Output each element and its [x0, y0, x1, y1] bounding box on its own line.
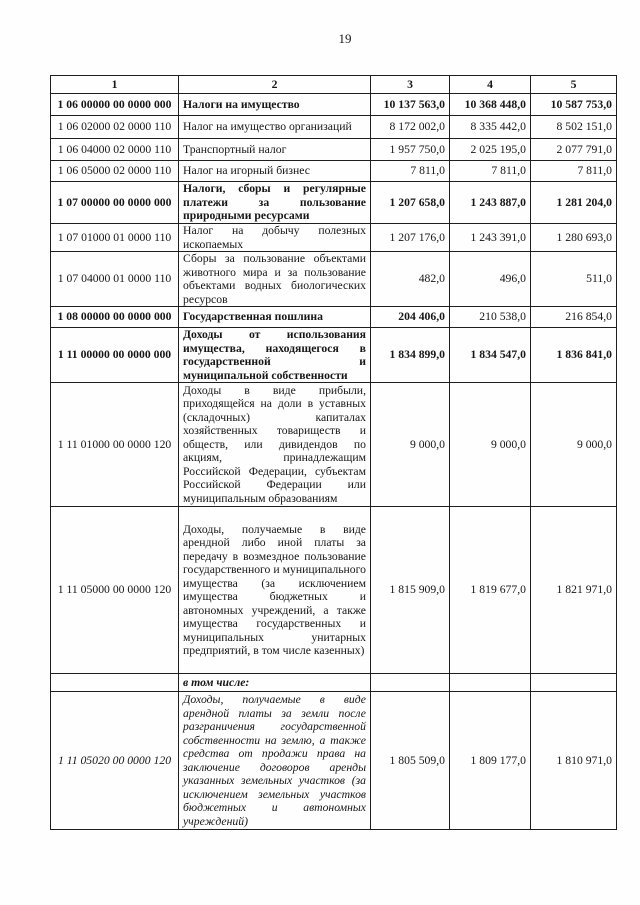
value-cell-col3: 10 137 563,0: [371, 94, 450, 116]
value-cell-col4: 1 819 677,0: [450, 507, 531, 674]
code-cell: 1 11 01000 00 0000 120: [51, 383, 179, 507]
revenue-table: [50, 75, 617, 830]
code-cell: 1 07 04000 01 0000 110: [51, 252, 179, 307]
code-cell: 1 06 04000 02 0000 110: [51, 139, 179, 161]
table-row: [51, 224, 617, 252]
value-cell-col5: 8 502 151,0: [531, 116, 617, 139]
value-cell-col4: 210 538,0: [450, 307, 531, 328]
code-cell: 1 08 00000 00 0000 000: [51, 307, 179, 328]
value-cell-col3: 1 957 750,0: [371, 139, 450, 161]
value-cell-col5: 1 281 204,0: [531, 182, 617, 224]
value-cell-col5: 9 000,0: [531, 383, 617, 507]
table-row: [51, 139, 617, 161]
name-cell: Налоги, сборы и регулярные платежи за пользование природными ресурсами: [179, 182, 371, 224]
name-cell: Доходы в виде прибыли, приходящейся на доли в уставных (складочных) капиталах хозяйственных товариществ и обществ, или дивидендов по акциям, принадлежащим Российской Федерации, субъектам Российской Федерации или муниципальным образованиям: [179, 383, 371, 507]
code-cell: 1 11 00000 00 0000 000: [51, 328, 179, 383]
value-cell-col5: 1 280 693,0: [531, 224, 617, 252]
value-cell-col5: 216 854,0: [531, 307, 617, 328]
value-cell-col4: 8 335 442,0: [450, 116, 531, 139]
table-row: [51, 507, 617, 674]
code-cell: 1 06 00000 00 0000 000: [51, 94, 179, 116]
name-cell: Доходы, получаемые в виде арендной либо иной платы за передачу в возмездное пользование государственного и муниципального имущества (за исключением имущества бюджетных и автономных учреждений, а также имущества государственных и муниципальных унитарных предприятий, в том числе казенных): [179, 507, 371, 674]
value-cell-col3: 8 172 002,0: [371, 116, 450, 139]
value-cell-col3: 1 207 658,0: [371, 182, 450, 224]
table-row: [51, 161, 617, 182]
name-cell: Налог на добычу полезных ископаемых: [179, 224, 371, 252]
value-cell-col4: 1 834 547,0: [450, 328, 531, 383]
value-cell-empty: [450, 674, 531, 692]
table-row: [51, 116, 617, 139]
value-cell-col4: 2 025 195,0: [450, 139, 531, 161]
name-cell: Налог на игорный бизнес: [179, 161, 371, 182]
page-number: 19: [338, 31, 352, 46]
name-cell: Доходы, получаемые в виде арендной платы за земли после разграничения государственной собственности на землю, а также средства от продажи права на заключение договоров аренды указанных земельных участков (за исключением земельных участков бюджетных и автономных учреждений): [179, 692, 371, 830]
value-cell-col3: 1 834 899,0: [371, 328, 450, 383]
code-cell: 1 07 00000 00 0000 000: [51, 182, 179, 224]
table-row: [51, 328, 617, 383]
value-cell-col5: 1 821 971,0: [531, 507, 617, 674]
code-cell-empty: [51, 674, 179, 692]
header-cell-1: 1: [51, 76, 179, 94]
header-cell-5: 5: [531, 76, 617, 94]
value-cell-col5: 2 077 791,0: [531, 139, 617, 161]
value-cell-col3: 1 207 176,0: [371, 224, 450, 252]
name-cell: Налоги на имущество: [179, 94, 371, 116]
value-cell-empty: [371, 674, 450, 692]
value-cell-col3: 1 815 909,0: [371, 507, 450, 674]
value-cell-col4: 10 368 448,0: [450, 94, 531, 116]
value-cell-col4: 1 809 177,0: [450, 692, 531, 830]
name-cell: Государственная пошлина: [179, 307, 371, 328]
name-cell: в том числе:: [179, 674, 371, 692]
code-cell: 1 07 01000 01 0000 110: [51, 224, 179, 252]
table-row: [51, 307, 617, 328]
table-row: [51, 252, 617, 307]
header-cell-3: 3: [371, 76, 450, 94]
value-cell-col4: 7 811,0: [450, 161, 531, 182]
header-cell-2: 2: [179, 76, 371, 94]
value-cell-col4: 9 000,0: [450, 383, 531, 507]
value-cell-col5: 1 836 841,0: [531, 328, 617, 383]
value-cell-col3: 1 805 509,0: [371, 692, 450, 830]
table-row-subheading: [51, 674, 617, 692]
code-cell: 1 06 02000 02 0000 110: [51, 116, 179, 139]
value-cell-col3: 7 811,0: [371, 161, 450, 182]
value-cell-col4: 1 243 887,0: [450, 182, 531, 224]
value-cell-col3: 482,0: [371, 252, 450, 307]
table-row: [51, 182, 617, 224]
value-cell-col5: 511,0: [531, 252, 617, 307]
code-cell: 1 11 05000 00 0000 120: [51, 507, 179, 674]
name-cell: Сборы за пользование объектами животного мира и за пользование объектами водных биологических ресурсов: [179, 252, 371, 307]
value-cell-col4: 1 243 391,0: [450, 224, 531, 252]
value-cell-col3: 204 406,0: [371, 307, 450, 328]
name-cell: Доходы от использования имущества, находящегося в государственной и муниципальной собственности: [179, 328, 371, 383]
code-cell: 1 11 05020 00 0000 120: [51, 692, 179, 830]
name-cell: Налог на имущество организаций: [179, 116, 371, 139]
code-cell: 1 06 05000 02 0000 110: [51, 161, 179, 182]
value-cell-col5: 10 587 753,0: [531, 94, 617, 116]
table-header-row: [51, 76, 617, 94]
name-cell: Транспортный налог: [179, 139, 371, 161]
table-row: [51, 383, 617, 507]
value-cell-empty: [531, 674, 617, 692]
table-row: [51, 692, 617, 830]
value-cell-col5: 1 810 971,0: [531, 692, 617, 830]
table-row: [51, 94, 617, 116]
value-cell-col3: 9 000,0: [371, 383, 450, 507]
value-cell-col5: 7 811,0: [531, 161, 617, 182]
value-cell-col4: 496,0: [450, 252, 531, 307]
header-cell-4: 4: [450, 76, 531, 94]
